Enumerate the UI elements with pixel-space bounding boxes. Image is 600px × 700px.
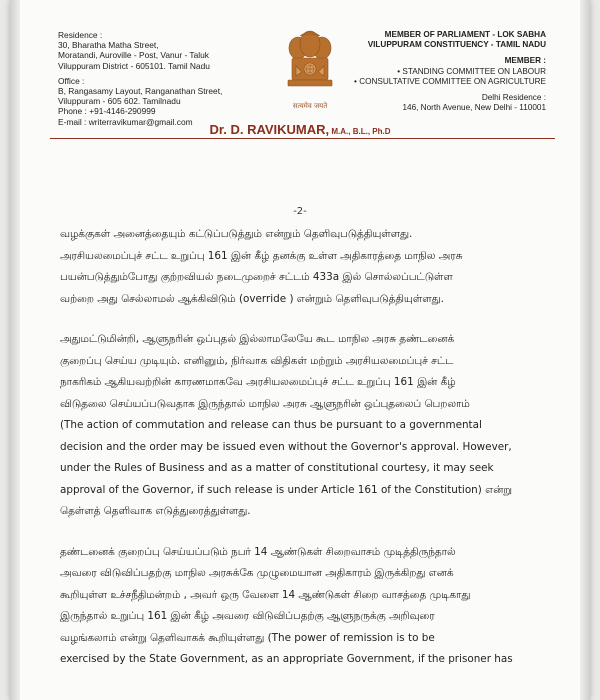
body-line: அரசியலமைப்புச் சட்ட உறுப்பு 161 இன் கீழ் தனக்கு உள்ள அதிகாரத்தை மாநில அரசு [60,249,463,262]
paragraph [60,542,565,671]
body-line: exercised by the State Government, as an appropriate Government, if the prisoner has [60,653,513,665]
body-line: கூறியுள்ள உச்சநீதிமன்றம் , அவர் ஒரு வேளை 14 ஆண்டுகள் சிறை வாசத்தை முடிகாது [60,588,471,601]
residence-label: Residence : [58,30,103,40]
delhi-label: Delhi Residence : [481,93,546,103]
body-line: approval of the Governor, if such release is under Article 161 of the Constitution) என்று [60,483,512,496]
committee-item: • STANDING COMMITTEE ON LABOUR [397,66,546,76]
residence-line: Viluppuram District - 605101. Tamil Nadu [58,60,210,71]
body-line: அதுமட்டுமின்றி, ஆளுநரின் ஒப்புதல் இல்லாமலேயே கூட மாநில அரசு தண்டனைக் [60,333,455,345]
member-label: MEMBER : [504,56,546,66]
body-line: அவரை விடுவிப்பதற்கு மாநில அரசுக்கே முழுமையான அதிகாரம் இருக்கிறது எனக் [60,567,454,579]
letterhead-contact [58,30,298,127]
office-line: B, Rangasamy Layout, Ranganathan Street, [58,86,223,97]
letter-body [60,224,565,671]
body-line: தண்டனைக் குறைப்பு செய்யப்படும் நபர் 14 ஆண்டுகள் சிறைவாசம் முடித்திருந்தால் [60,545,456,558]
page-edge-left [10,0,20,700]
body-line: நாகரிகம் ஆகியவற்றின் காரணமாகவே அரசியலமைப்புச் சட்ட உறுப்பு 161 இன் கீழ் [60,376,456,388]
body-line: தெள்ளத் தெளிவாக எடுத்துரைத்துள்ளது. [60,505,251,517]
email: E-mail : writerravikumar@gmail.com [58,116,193,127]
paragraph [60,329,565,523]
office-label: Office : [58,75,85,86]
committee-item: • CONSULTATIVE COMMITTEE ON AGRICULTURE [354,76,546,86]
letterhead-designation [316,30,546,113]
body-line: வழங்கலாம் என்று தெளிவாகக் கூறியுள்ளது (The power of remission is to be [60,631,435,644]
body-line: பயன்படுத்தும்போது குற்றவியல் நடைமுறைச் சட்டம் 433a இல் சொல்லப்பட்டுள்ள [60,271,453,283]
residence-line: Moratandi, Auroville - Post, Vanur - Taluk [58,50,209,61]
constituency: VILUPPURAM CONSTITUENCY - TAMIL NADU [367,40,546,50]
phone: Phone : +91-4146-290999 [58,106,156,117]
residence-line: 30, Bharatha Matha Street, [58,40,159,51]
office-line: Viluppuram - 605 602. Tamilnadu [58,96,181,107]
body-line: குறைப்பு செய்ய முடியும். எனினும், நிர்வாக விதிகள் மற்றும் அரசியலமைப்புச் சட்ட [60,354,454,367]
page-edge-right [580,0,590,700]
body-line: வற்றை அது செல்லாமல் ஆக்கிவிடும் (override ) என்றும் தெளிவுபடுத்தியுள்ளது. [60,292,444,305]
sender-name [10,121,590,139]
header-divider [50,138,555,139]
delhi-address: 146, North Avenue, New Delhi - 110001 [402,103,546,113]
body-line: வழக்குகள் அனைத்தையும் கட்டுப்படுத்தும் என்றும் தெளிவுபடுத்தியுள்ளது. [60,228,413,240]
mp-title: MEMBER OF PARLIAMENT - LOK SABHA [384,30,546,39]
body-line: இருந்தால் உறுப்பு 161 இன் கீழ் அவரை விடுவிப்பதற்கு ஆளுநருக்கு அறிவுரை [60,610,435,622]
body-line: விடுதலை செய்யப்படுவதாக இருந்தால் மாநில அரசு ஆளுநரின் ஒப்புதலைப் பெறலாம் [60,397,470,410]
sender-qualifications: M.A., B.L., Ph.D [329,127,391,136]
letter-page [10,0,590,700]
page-number: -2- [293,206,307,217]
body-line: under the Rules of Business and as a matter of constitutional courtesy, it may seek [60,462,494,474]
sender-name-text: Dr. D. RAVIKUMAR, [209,122,330,137]
paragraph [60,224,565,310]
emblem-motto: सत्यमेव जयते [292,102,328,110]
body-line: (The action of commutation and release can thus be pursuant to a governmental [60,419,482,431]
body-line: decision and the order may be issued even without the Governor's approval. However, [60,440,512,453]
